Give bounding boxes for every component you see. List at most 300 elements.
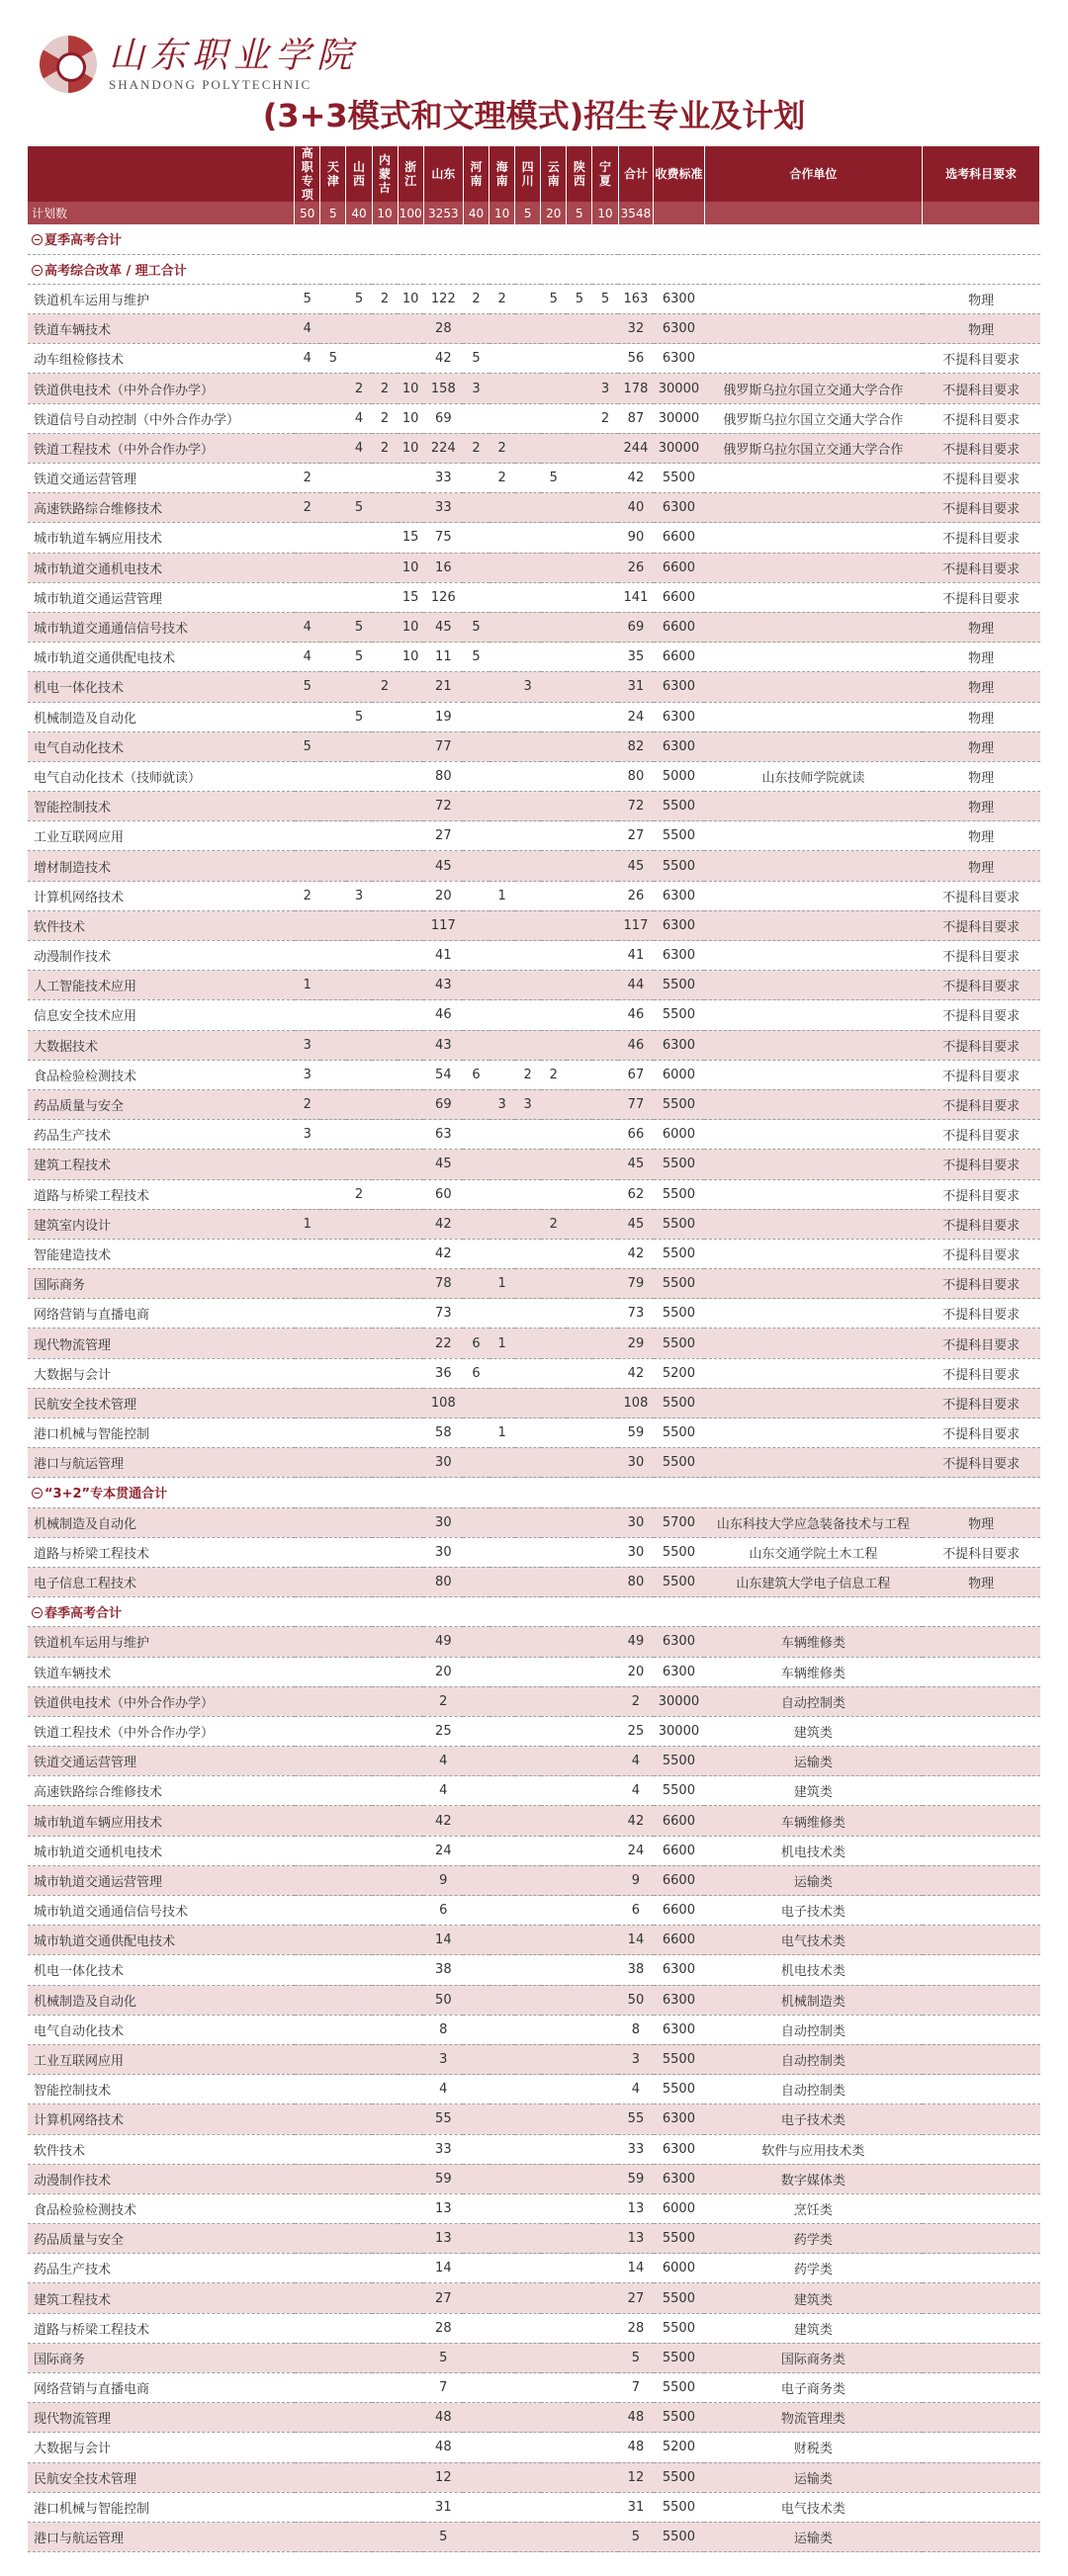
major-name-cell: 电气自动化技术: [28, 2015, 295, 2044]
table-cell: [592, 2343, 618, 2372]
table-cell: [463, 1716, 489, 1746]
table-cell: [372, 1269, 398, 1299]
table-cell: [372, 792, 398, 821]
table-cell: [398, 2164, 423, 2193]
table-cell: [704, 851, 923, 881]
table-cell: [541, 1507, 567, 1537]
table-cell: [372, 1150, 398, 1179]
table-cell: 2: [372, 433, 398, 463]
table-cell: 20: [423, 881, 463, 910]
column-header: [28, 146, 295, 202]
table-cell: [567, 1239, 592, 1268]
table-cell: [346, 1686, 372, 1716]
table-cell: [592, 2462, 618, 2492]
table-cell: 73: [423, 1299, 463, 1329]
table-cell: [704, 1269, 923, 1299]
table-cell: [515, 2015, 541, 2044]
table-cell: 80: [618, 1567, 654, 1596]
table-row: [28, 493, 1040, 523]
table-cell: [320, 1926, 346, 1955]
table-cell: [567, 1627, 592, 1657]
major-name-cell: 港口与航运管理: [28, 2522, 295, 2551]
table-cell: [592, 523, 618, 553]
table-cell: [541, 2193, 567, 2223]
major-name-cell: 药品质量与安全: [28, 2224, 295, 2254]
table-cell: [592, 1239, 618, 1268]
table-cell: [372, 2075, 398, 2104]
plan-value: 100: [398, 202, 423, 224]
column-header: 收费标准: [654, 146, 704, 202]
table-cell: [346, 792, 372, 821]
table-cell: [515, 374, 541, 403]
table-cell: [490, 582, 515, 612]
table-cell: 19: [423, 702, 463, 731]
table-cell: [372, 1537, 398, 1567]
table-cell: 不提科目要求: [923, 1329, 1040, 1358]
table-cell: [592, 464, 618, 493]
table-cell: [541, 2283, 567, 2313]
table-cell: [320, 1179, 346, 1209]
table-cell: [923, 2224, 1040, 2254]
table-cell: 3: [515, 1089, 541, 1119]
table-cell: [463, 2104, 489, 2134]
table-cell: 6600: [654, 1896, 704, 1926]
table-cell: 运输类: [704, 1865, 923, 1895]
table-cell: [704, 1209, 923, 1239]
table-cell: [346, 1000, 372, 1030]
table-cell: 49: [618, 1627, 654, 1657]
table-cell: [463, 1030, 489, 1060]
table-cell: 45: [423, 1150, 463, 1179]
table-row: [28, 1209, 1040, 1239]
table-cell: 2: [346, 374, 372, 403]
table-cell: 2: [490, 433, 515, 463]
table-cell: 物理: [923, 731, 1040, 761]
table-cell: [541, 731, 567, 761]
table-cell: [295, 2015, 320, 2044]
table-row: [28, 2193, 1040, 2223]
table-cell: [320, 314, 346, 344]
table-cell: [320, 1686, 346, 1716]
table-cell: 2: [372, 672, 398, 702]
table-cell: [541, 2015, 567, 2044]
table-cell: [372, 1627, 398, 1657]
table-cell: 5: [463, 344, 489, 374]
table-cell: 物理: [923, 284, 1040, 313]
table-cell: [372, 1985, 398, 2015]
table-cell: [704, 1418, 923, 1448]
table-cell: 6300: [654, 344, 704, 374]
table-cell: 6600: [654, 1865, 704, 1895]
table-cell: [398, 761, 423, 791]
table-cell: [704, 464, 923, 493]
page-title: (3+3模式和文理模式)招生专业及计划: [262, 97, 806, 134]
table-cell: 5: [618, 2343, 654, 2372]
table-cell: [398, 2075, 423, 2104]
table-cell: [592, 851, 618, 881]
table-row: [28, 1836, 1040, 1865]
table-cell: [346, 1358, 372, 1388]
table-cell: 建筑类: [704, 1716, 923, 1746]
table-cell: [592, 2224, 618, 2254]
table-cell: [320, 1776, 346, 1806]
table-cell: [567, 2462, 592, 2492]
table-cell: [320, 1537, 346, 1567]
table-cell: [295, 941, 320, 971]
table-cell: 122: [423, 284, 463, 313]
table-cell: [463, 1150, 489, 1179]
table-row: [28, 612, 1040, 642]
table-cell: 31: [618, 672, 654, 702]
table-cell: 电子技术类: [704, 1896, 923, 1926]
table-cell: 14: [423, 2254, 463, 2283]
table-cell: [398, 821, 423, 851]
table-cell: 运输类: [704, 2462, 923, 2492]
table-row: [28, 523, 1040, 553]
table-cell: [346, 971, 372, 1000]
table-cell: [295, 1418, 320, 1448]
table-cell: 物流管理类: [704, 2403, 923, 2433]
table-cell: 28: [618, 2313, 654, 2343]
major-name-cell: 机电一体化技术: [28, 672, 295, 702]
table-cell: [320, 910, 346, 940]
table-cell: 5: [463, 643, 489, 672]
table-cell: 117: [423, 910, 463, 940]
table-cell: [346, 2134, 372, 2164]
table-row: [28, 1388, 1040, 1417]
table-cell: [320, 1448, 346, 1478]
table-cell: 55: [618, 2104, 654, 2134]
table-cell: 38: [423, 1955, 463, 1985]
table-cell: [592, 2134, 618, 2164]
table-cell: [567, 1985, 592, 2015]
table-cell: [372, 1418, 398, 1448]
table-row: [28, 792, 1040, 821]
table-cell: [398, 851, 423, 881]
table-cell: [320, 493, 346, 523]
table-cell: [372, 2522, 398, 2551]
table-cell: [567, 2164, 592, 2193]
table-cell: [463, 971, 489, 1000]
table-cell: [515, 1686, 541, 1716]
major-name-cell: 现代物流管理: [28, 2403, 295, 2433]
table-cell: [704, 344, 923, 374]
major-name-cell: 铁道车辆技术: [28, 314, 295, 344]
table-cell: [346, 1985, 372, 2015]
table-cell: [320, 1806, 346, 1836]
table-cell: 24: [423, 1836, 463, 1865]
table-cell: [515, 553, 541, 582]
table-cell: [541, 1747, 567, 1776]
table-cell: 5500: [654, 2044, 704, 2074]
table-cell: [398, 1716, 423, 1746]
table-cell: 45: [618, 1150, 654, 1179]
table-row: [28, 2224, 1040, 2254]
table-cell: [704, 553, 923, 582]
table-row: [28, 941, 1040, 971]
table-cell: [490, 761, 515, 791]
table-cell: [398, 1985, 423, 2015]
table-cell: 6000: [654, 1120, 704, 1150]
table-cell: [295, 403, 320, 433]
table-row: [28, 1329, 1040, 1358]
table-cell: [923, 2492, 1040, 2522]
table-cell: [295, 2492, 320, 2522]
table-cell: [372, 1000, 398, 1030]
table-cell: [398, 1000, 423, 1030]
table-cell: 27: [423, 821, 463, 851]
table-cell: [320, 1747, 346, 1776]
table-cell: 33: [618, 2134, 654, 2164]
table-cell: [463, 2015, 489, 2044]
table-cell: [515, 971, 541, 1000]
table-cell: 5: [346, 284, 372, 313]
table-cell: 4: [295, 612, 320, 642]
table-cell: [592, 2044, 618, 2074]
table-row: [28, 1030, 1040, 1060]
table-cell: [372, 941, 398, 971]
table-cell: [923, 1985, 1040, 2015]
table-cell: 5500: [654, 1299, 704, 1329]
table-cell: 48: [423, 2433, 463, 2462]
table-cell: [592, 1716, 618, 1746]
table-cell: [592, 1657, 618, 1686]
table-cell: [515, 1567, 541, 1596]
table-cell: 6: [463, 1358, 489, 1388]
table-cell: [463, 2164, 489, 2193]
table-cell: 自动控制类: [704, 2015, 923, 2044]
table-cell: 14: [423, 1926, 463, 1955]
table-cell: [567, 1299, 592, 1329]
table-cell: 43: [423, 971, 463, 1000]
table-cell: [515, 2075, 541, 2104]
table-cell: 41: [423, 941, 463, 971]
table-cell: [515, 433, 541, 463]
table-cell: [592, 2104, 618, 2134]
table-cell: 5500: [654, 792, 704, 821]
table-cell: [567, 1716, 592, 1746]
table-cell: 1: [490, 1329, 515, 1358]
table-cell: 5700: [654, 1507, 704, 1537]
table-cell: [704, 582, 923, 612]
table-cell: [923, 2373, 1040, 2403]
table-cell: [704, 1150, 923, 1179]
table-cell: [592, 2193, 618, 2223]
table-cell: [592, 1000, 618, 1030]
table-cell: [567, 1926, 592, 1955]
table-cell: 5500: [654, 2283, 704, 2313]
table-cell: [567, 2313, 592, 2343]
table-cell: [398, 2104, 423, 2134]
major-name-cell: 食品检验检测技术: [28, 2193, 295, 2223]
table-cell: 126: [423, 582, 463, 612]
table-cell: [398, 1089, 423, 1119]
table-cell: [923, 1806, 1040, 1836]
table-cell: [346, 761, 372, 791]
table-cell: [295, 1358, 320, 1388]
table-row: [28, 2522, 1040, 2551]
table-cell: 77: [618, 1089, 654, 1119]
table-cell: 244: [618, 433, 654, 463]
table-cell: 2: [423, 1686, 463, 1716]
table-cell: [567, 672, 592, 702]
table-cell: 烹饪类: [704, 2193, 923, 2223]
table-cell: 6300: [654, 1627, 704, 1657]
table-cell: [567, 1657, 592, 1686]
major-name-cell: 机械制造及自动化: [28, 702, 295, 731]
table-cell: [541, 1239, 567, 1268]
table-cell: [398, 1120, 423, 1150]
table-cell: [704, 672, 923, 702]
table-cell: [592, 910, 618, 940]
table-cell: 10: [398, 403, 423, 433]
table-cell: 不提科目要求: [923, 881, 1040, 910]
plan-value: 5: [320, 202, 346, 224]
plan-value: 40: [463, 202, 489, 224]
table-cell: [320, 1627, 346, 1657]
table-cell: 69: [618, 612, 654, 642]
table-cell: [923, 1896, 1040, 1926]
table-cell: [541, 1388, 567, 1417]
table-cell: [704, 792, 923, 821]
major-name-cell: 电子信息工程技术: [28, 1567, 295, 1596]
table-cell: [346, 1418, 372, 1448]
column-header: 天津: [320, 146, 346, 202]
table-cell: 5500: [654, 2075, 704, 2104]
major-name-cell: 电气自动化技术: [28, 731, 295, 761]
table-cell: 79: [618, 1269, 654, 1299]
table-cell: [295, 910, 320, 940]
table-cell: [320, 2193, 346, 2223]
table-cell: 30: [618, 1507, 654, 1537]
table-cell: 5: [295, 731, 320, 761]
table-cell: [372, 1060, 398, 1089]
table-cell: 6: [463, 1329, 489, 1358]
table-cell: [398, 1269, 423, 1299]
table-cell: [320, 1269, 346, 1299]
table-cell: [541, 1537, 567, 1567]
table-cell: [515, 1776, 541, 1806]
table-cell: [320, 2254, 346, 2283]
table-cell: 不提科目要求: [923, 1000, 1040, 1030]
table-cell: [372, 1747, 398, 1776]
table-cell: [372, 1329, 398, 1358]
table-cell: [320, 971, 346, 1000]
table-cell: [372, 1896, 398, 1926]
table-cell: [372, 553, 398, 582]
table-cell: [704, 1388, 923, 1417]
enrollment-table: [28, 146, 1040, 2552]
table-cell: [372, 2164, 398, 2193]
table-cell: 1: [490, 1418, 515, 1448]
table-cell: [515, 1926, 541, 1955]
table-row: [28, 403, 1040, 433]
table-cell: [398, 1507, 423, 1537]
table-cell: [346, 2283, 372, 2313]
table-cell: 31: [618, 2492, 654, 2522]
table-cell: [320, 2313, 346, 2343]
table-cell: [295, 2313, 320, 2343]
table-cell: [372, 612, 398, 642]
table-cell: 16: [423, 553, 463, 582]
table-cell: [515, 2104, 541, 2134]
table-cell: 6600: [654, 1836, 704, 1865]
table-cell: [372, 2462, 398, 2492]
table-cell: 58: [423, 1418, 463, 1448]
table-cell: 80: [618, 761, 654, 791]
table-cell: [704, 1089, 923, 1119]
table-cell: 5500: [654, 1418, 704, 1448]
table-cell: 5500: [654, 821, 704, 851]
table-cell: [592, 1388, 618, 1417]
table-cell: 物理: [923, 643, 1040, 672]
table-cell: 27: [618, 2283, 654, 2313]
column-header: 浙江: [398, 146, 423, 202]
table-cell: [515, 2522, 541, 2551]
column-header: 云南: [541, 146, 567, 202]
table-cell: [372, 1120, 398, 1150]
table-cell: [923, 2283, 1040, 2313]
major-name-cell: 港口机械与智能控制: [28, 1418, 295, 1448]
table-row: [28, 643, 1040, 672]
table-cell: [320, 1567, 346, 1596]
major-name-cell: 大数据与会计: [28, 1358, 295, 1388]
major-name-cell: 网络营销与直播电商: [28, 2373, 295, 2403]
table-cell: [372, 2015, 398, 2044]
table-row: [28, 2075, 1040, 2104]
table-cell: [592, 1985, 618, 2015]
table-cell: 不提科目要求: [923, 1299, 1040, 1329]
column-header: 四川: [515, 146, 541, 202]
table-cell: 5500: [654, 2522, 704, 2551]
major-name-cell: 计算机网络技术: [28, 2104, 295, 2134]
table-cell: [320, 374, 346, 403]
major-name-cell: 道路与桥梁工程技术: [28, 2313, 295, 2343]
table-cell: [346, 2492, 372, 2522]
table-cell: 45: [618, 851, 654, 881]
table-cell: [346, 2313, 372, 2343]
table-cell: [463, 2313, 489, 2343]
table-cell: 不提科目要求: [923, 1388, 1040, 1417]
table-cell: [567, 1806, 592, 1836]
table-cell: [372, 851, 398, 881]
table-cell: [515, 523, 541, 553]
table-cell: 33: [423, 2134, 463, 2164]
major-name-cell: 城市轨道交通通信信号技术: [28, 612, 295, 642]
table-cell: 2: [463, 284, 489, 313]
table-cell: [541, 792, 567, 821]
table-cell: 69: [423, 1089, 463, 1119]
table-cell: [295, 1955, 320, 1985]
table-cell: 不提科目要求: [923, 1418, 1040, 1448]
table-cell: [490, 403, 515, 433]
table-cell: 5: [295, 672, 320, 702]
plan-value: 3548: [618, 202, 654, 224]
table-cell: 42: [423, 1806, 463, 1836]
table-cell: [541, 1776, 567, 1806]
table-cell: [923, 2522, 1040, 2551]
section-header: [28, 224, 1040, 254]
table-cell: [346, 582, 372, 612]
table-cell: 31: [423, 2492, 463, 2522]
table-cell: [346, 553, 372, 582]
major-name-cell: 工业互联网应用: [28, 821, 295, 851]
table-cell: [592, 1299, 618, 1329]
table-cell: [541, 374, 567, 403]
table-cell: [541, 881, 567, 910]
table-cell: [295, 2193, 320, 2223]
table-cell: [463, 1120, 489, 1150]
